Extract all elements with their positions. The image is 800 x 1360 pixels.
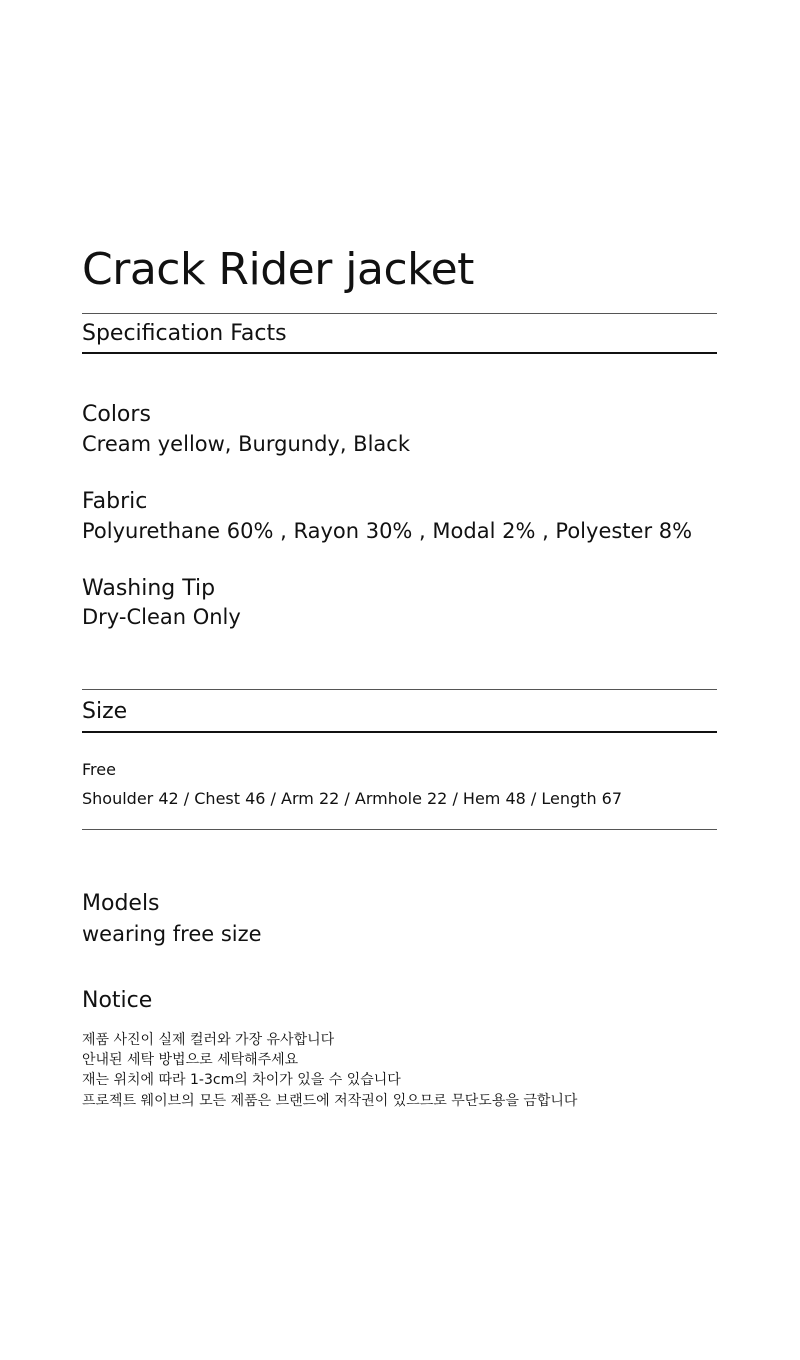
divider [82, 689, 717, 690]
size-heading: Size [82, 699, 128, 724]
notice-line: 프로젝트 웨이브의 모든 제품은 브랜드에 저작권이 있으므로 무단도용을 금합니다 [82, 1093, 578, 1109]
notice-line: 재는 위치에 따라 1-3cm의 차이가 있을 수 있습니다 [82, 1072, 401, 1088]
washing-label: Washing Tip [82, 576, 216, 601]
colors-label: Colors [82, 402, 151, 427]
colors-value: Cream yellow, Burgundy, Black [82, 432, 411, 456]
size-measurements: Shoulder 42 / Chest 46 / Arm 22 / Armhole 22 / Hem 48 / Length 67 [82, 789, 623, 808]
divider [82, 313, 717, 314]
models-label: Models [82, 891, 160, 916]
notice-line: 제품 사진이 실제 컬러와 가장 유사합니다 [82, 1032, 335, 1048]
size-option: Free [82, 760, 116, 779]
spec-heading: Specification Facts [82, 321, 287, 346]
divider [82, 829, 717, 830]
fabric-label: Fabric [82, 489, 148, 514]
washing-value: Dry-Clean Only [82, 605, 241, 629]
divider-thick [82, 731, 717, 733]
notice-line: 안내된 세탁 방법으로 세탁해주세요 [82, 1052, 299, 1068]
fabric-value: Polyurethane 60% , Rayon 30% , Modal 2% , Polyester 8% [82, 519, 693, 543]
divider-thick [82, 352, 717, 354]
models-value: wearing free size [82, 922, 262, 946]
product-title: Crack Rider jacket [82, 244, 474, 295]
notice-label: Notice [82, 988, 153, 1013]
